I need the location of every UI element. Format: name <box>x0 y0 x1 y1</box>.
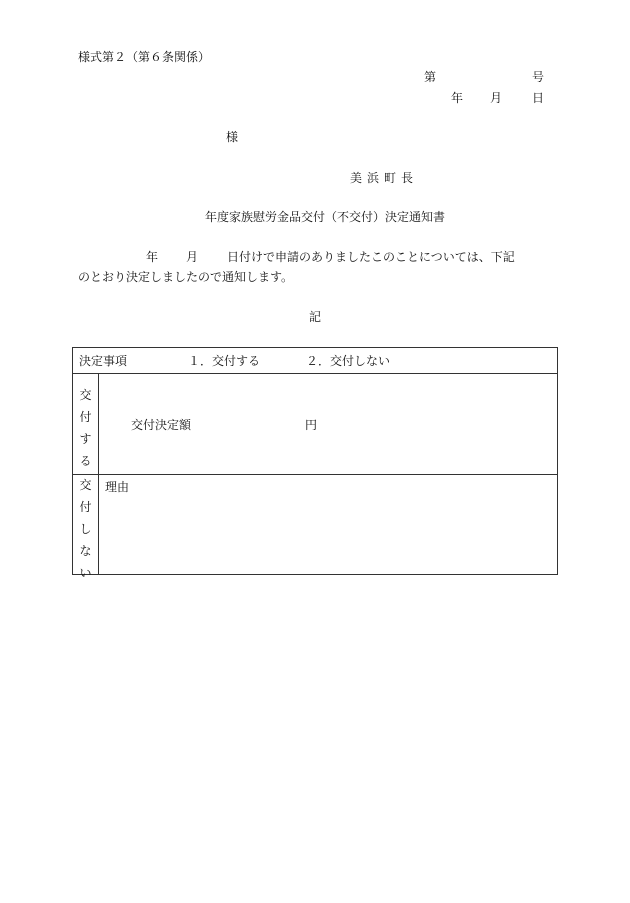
option-deny: ２．交付しない <box>306 354 391 368</box>
ki-heading: 記 <box>309 310 322 324</box>
grant-vertical-char: 付 <box>79 410 92 424</box>
table-row-divider <box>73 373 557 374</box>
decision-table <box>72 347 558 580</box>
recipient-honorific: 様 <box>226 130 239 144</box>
option-grant: １．交付する <box>188 354 261 368</box>
deny-vertical-char: し <box>79 522 92 536</box>
date-month-label: 月 <box>490 91 503 105</box>
decision-label: 決定事項 <box>79 354 128 368</box>
grant-vertical-char: る <box>79 454 92 468</box>
table-column-divider <box>98 373 99 574</box>
yen-unit: 円 <box>305 418 318 432</box>
document-number-suffix: 号 <box>532 70 545 84</box>
deny-vertical-label <box>73 474 98 584</box>
body-month-label: 月 <box>186 250 199 264</box>
date-day-label: 日 <box>532 91 545 105</box>
grant-amount-label: 交付決定額 <box>131 418 192 432</box>
reason-label: 理由 <box>105 480 130 494</box>
date-year-label: 年 <box>451 91 464 105</box>
table-row-divider <box>73 474 557 475</box>
body-text-line-2: のとおり決定しましたので通知します。 <box>78 270 294 284</box>
deny-vertical-char: 付 <box>79 500 92 514</box>
issuer-name: 美浜町長 <box>350 171 419 185</box>
body-year-label: 年 <box>146 250 159 264</box>
document-number-prefix: 第 <box>424 70 437 84</box>
deny-vertical-char: な <box>79 544 92 558</box>
grant-vertical-label <box>73 384 98 472</box>
form-label: 様式第２（第６条関係） <box>78 50 211 64</box>
grant-vertical-char: す <box>79 432 92 446</box>
deny-vertical-char: い <box>79 566 92 580</box>
document-title: 年度家族慰労金品交付（不交付）決定通知書 <box>205 210 446 224</box>
body-text-line-1: 日付けで申請のありましたこのことについては、下記 <box>227 250 515 264</box>
grant-vertical-char: 交 <box>79 388 92 402</box>
deny-vertical-char: 交 <box>79 478 92 492</box>
